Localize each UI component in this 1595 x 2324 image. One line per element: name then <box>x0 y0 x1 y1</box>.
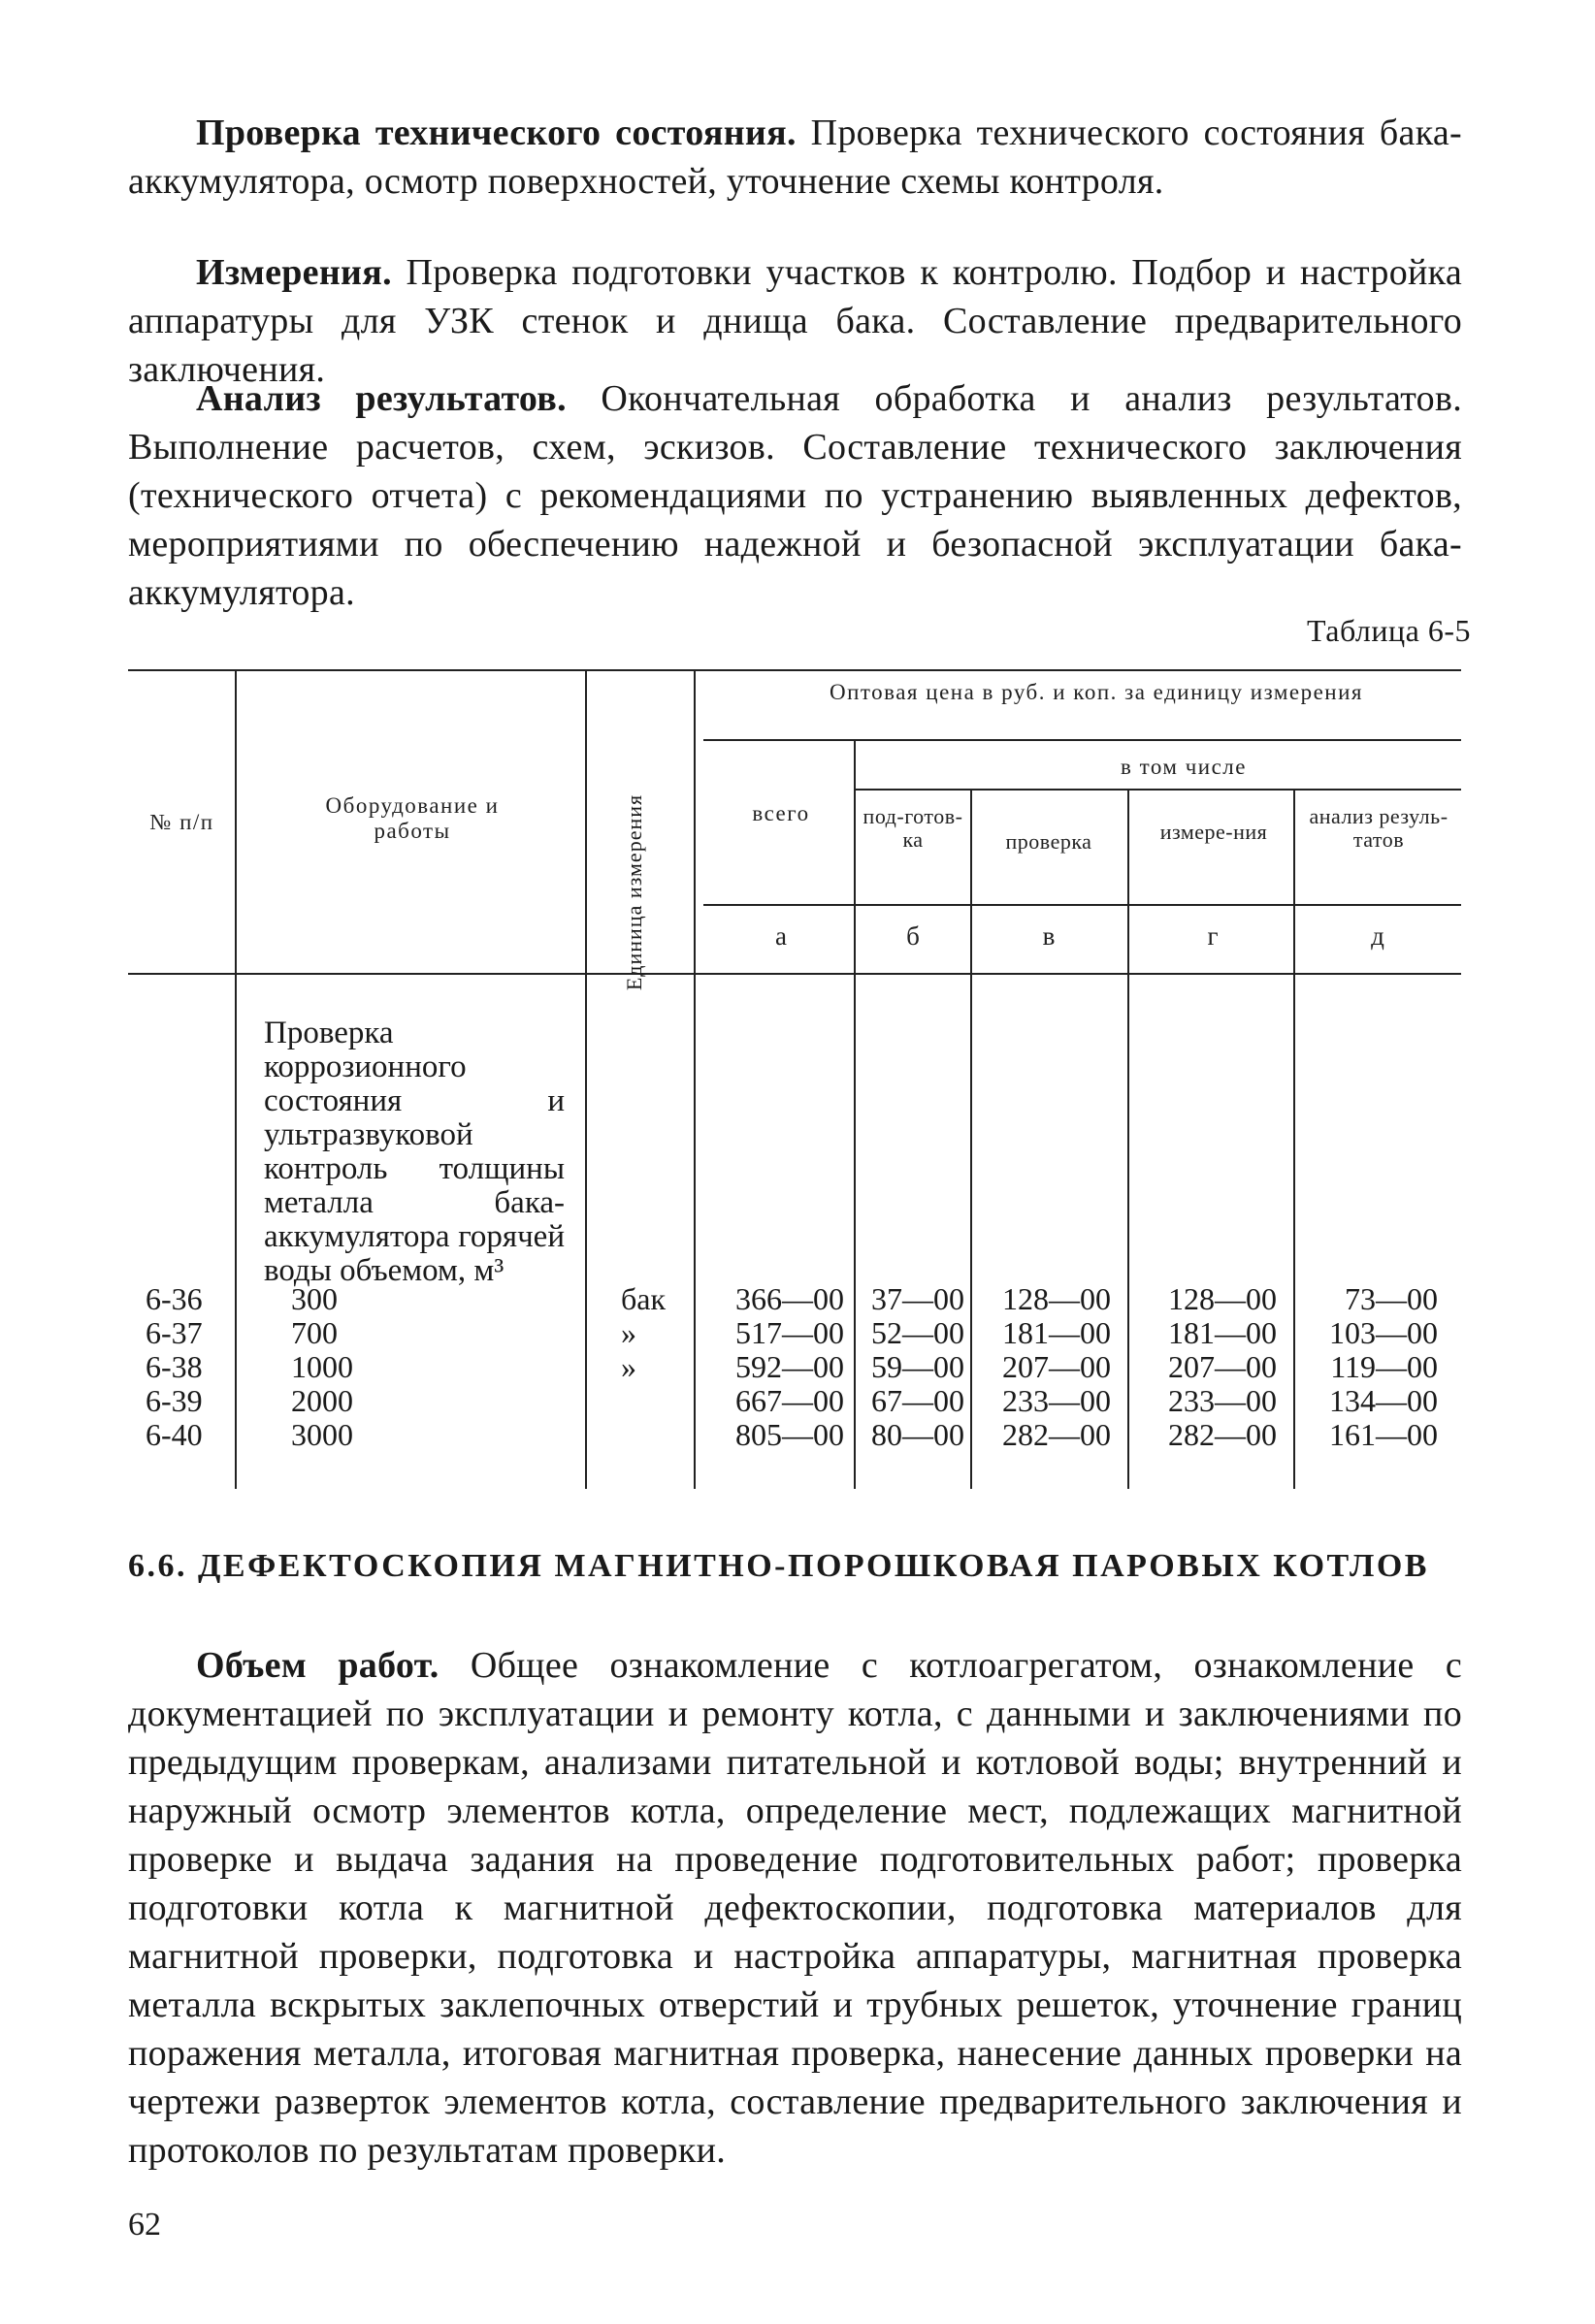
table-cell: 282—00 <box>1002 1417 1111 1452</box>
column-analysis <box>1300 1282 1438 1452</box>
paragraph-text: Проверка подготовки участков к контролю. Подбор и настройка аппаратуры для УЗК стенок и днища бака. Составление предварительного заключения. <box>128 252 1462 390</box>
table-cell: 73—00 <box>1345 1281 1438 1316</box>
table-cell: 300 <box>291 1281 338 1316</box>
table-cell: 161—00 <box>1329 1417 1438 1452</box>
paragraph-lead: Объем работ. <box>196 1645 439 1686</box>
header-number: № п/п <box>149 810 214 834</box>
price-header-rule <box>703 739 1461 741</box>
table-cell: 67—00 <box>871 1383 964 1418</box>
paragraph-analysis <box>128 374 1462 617</box>
table-cell: 181—00 <box>1002 1315 1111 1350</box>
table-cell: 52—00 <box>871 1315 964 1350</box>
letter-g: г <box>1207 921 1219 951</box>
table-caption: Таблица 6-5 <box>1306 613 1471 648</box>
table-top-rule <box>128 669 1461 671</box>
table-cell: 128—00 <box>1168 1281 1277 1316</box>
table-cell: 37—00 <box>871 1281 964 1316</box>
table-cell: 103—00 <box>1329 1315 1438 1350</box>
page-number: 62 <box>128 2207 161 2243</box>
table-cell: 6-37 <box>146 1315 203 1350</box>
col-divider <box>235 669 237 1489</box>
table-cell <box>621 1418 679 1452</box>
col-divider <box>694 669 696 1489</box>
header-total: всего <box>752 801 810 825</box>
table-cell: 6-40 <box>146 1417 203 1452</box>
header-unit: Единица измерения <box>622 793 646 991</box>
table-cell: » <box>621 1349 636 1384</box>
paragraph-text: Окончательная обработка и анализ результатов. Выполнение расчетов, схем, эскизов. Составление технического заключения (технического отчета) с рекомендациями по устранению выявленных дефектов, мероприятиями по обеспечению надежной и безопасной эксплуатации бака-аккумулятора. <box>128 378 1462 613</box>
table-cell: 59—00 <box>871 1349 964 1384</box>
paragraph-scope-of-work <box>128 1641 1462 2175</box>
table-cell: 282—00 <box>1168 1417 1277 1452</box>
col-divider <box>854 739 856 1489</box>
column-prep <box>858 1282 964 1452</box>
column-measure <box>1131 1282 1277 1452</box>
table-cell: 80—00 <box>871 1417 964 1452</box>
paragraph-measurements <box>128 248 1462 394</box>
table-cell: 2000 <box>291 1383 353 1418</box>
table-cell <box>621 1384 679 1418</box>
header-price: Оптовая цена в руб. и коп. за единицу измерения <box>830 680 1363 704</box>
table-cell: 592—00 <box>735 1349 844 1384</box>
col-divider <box>1127 789 1129 1489</box>
column-total <box>718 1282 844 1452</box>
section-heading: 6.6. ДЕФЕКТОСКОПИЯ МАГНИТНО-ПОРОШКОВАЯ ПАРОВЫХ КОТЛОВ <box>128 1548 1429 1584</box>
table-cell: 700 <box>291 1315 338 1350</box>
header-check: проверка <box>1005 829 1092 854</box>
paragraph-text: Общее ознакомление с котлоагрегатом, ознакомление с документацией по эксплуатации и ремонту котла, с данными и заключениями по предыдущим проверкам, анализами питательной и котловой воды; внутренний и наружный осмотр элементов котла, определение мест, подлежащих магнитной проверке и выдача задания на проведение подготовительных работ; проверка подготовки котла к магнитной дефектоскопии, подготовка материалов для магнитной проверки, подготовка и настройка аппаратуры, магнитная проверка металла вскрытых заклепочных отверстий и трубных решеток, уточнение границ поражения металла, итоговая магнитная проверка, нанесение данных проверки на чертежи разверток элементов котла, составление предварительного заключения и протоколов по результатам проверки. <box>128 1645 1463 2171</box>
table-cell: 134—00 <box>1329 1383 1438 1418</box>
subheader-rule <box>703 904 1461 906</box>
col-divider <box>1293 789 1295 1489</box>
letter-a: а <box>775 921 787 951</box>
paragraph-technical-state <box>128 109 1462 206</box>
table-cell: 233—00 <box>1002 1383 1111 1418</box>
table-cell: 366—00 <box>735 1281 844 1316</box>
including-rule <box>856 789 1461 791</box>
column-number <box>146 1282 233 1452</box>
column-unit <box>621 1282 679 1452</box>
letter-v: в <box>1042 921 1056 951</box>
table-cell: 233—00 <box>1168 1383 1277 1418</box>
table-cell: 1000 <box>291 1349 353 1384</box>
table-cell: бак <box>621 1281 667 1316</box>
table-cell: 667—00 <box>735 1383 844 1418</box>
table-cell: » <box>621 1315 636 1350</box>
table-cell: 805—00 <box>735 1417 844 1452</box>
header-bottom-rule <box>128 973 1461 975</box>
header-measure: измере-ния <box>1159 820 1268 844</box>
table-cell: 128—00 <box>1002 1281 1111 1316</box>
paragraph-lead: Проверка технического состояния. <box>196 113 797 153</box>
header-including: в том числе <box>1121 755 1247 779</box>
table-cell: 181—00 <box>1168 1315 1277 1350</box>
work-description: Проверка коррозионного состояния и ультразвуковой контроль толщины металла бака-аккумулятора горячей воды объемом, м³ <box>264 1016 565 1288</box>
table-cell: 207—00 <box>1168 1349 1277 1384</box>
table-cell: 119—00 <box>1330 1349 1438 1384</box>
header-analysis: анализ резуль-татов <box>1309 804 1449 852</box>
col-divider <box>585 669 587 1489</box>
table-cell: 3000 <box>291 1417 353 1452</box>
table-cell: 6-39 <box>146 1383 203 1418</box>
table-cell: 6-38 <box>146 1349 203 1384</box>
paragraph-lead: Анализ результатов. <box>196 378 567 419</box>
paragraph-text: Проверка технического состояния бака-аккумулятора, осмотр поверхностей, уточнение схемы контроля. <box>128 113 1462 202</box>
paragraph-lead: Измерения. <box>196 252 392 293</box>
column-volume <box>291 1282 369 1452</box>
letter-b: б <box>906 921 920 951</box>
table-cell: 6-36 <box>146 1281 203 1316</box>
header-equipment: Оборудование и работы <box>325 793 500 843</box>
letter-d: д <box>1371 921 1384 951</box>
column-check <box>970 1282 1111 1452</box>
table-cell: 207—00 <box>1002 1349 1111 1384</box>
table-cell: 517—00 <box>735 1315 844 1350</box>
header-prep: под-готов-ка <box>863 804 963 852</box>
